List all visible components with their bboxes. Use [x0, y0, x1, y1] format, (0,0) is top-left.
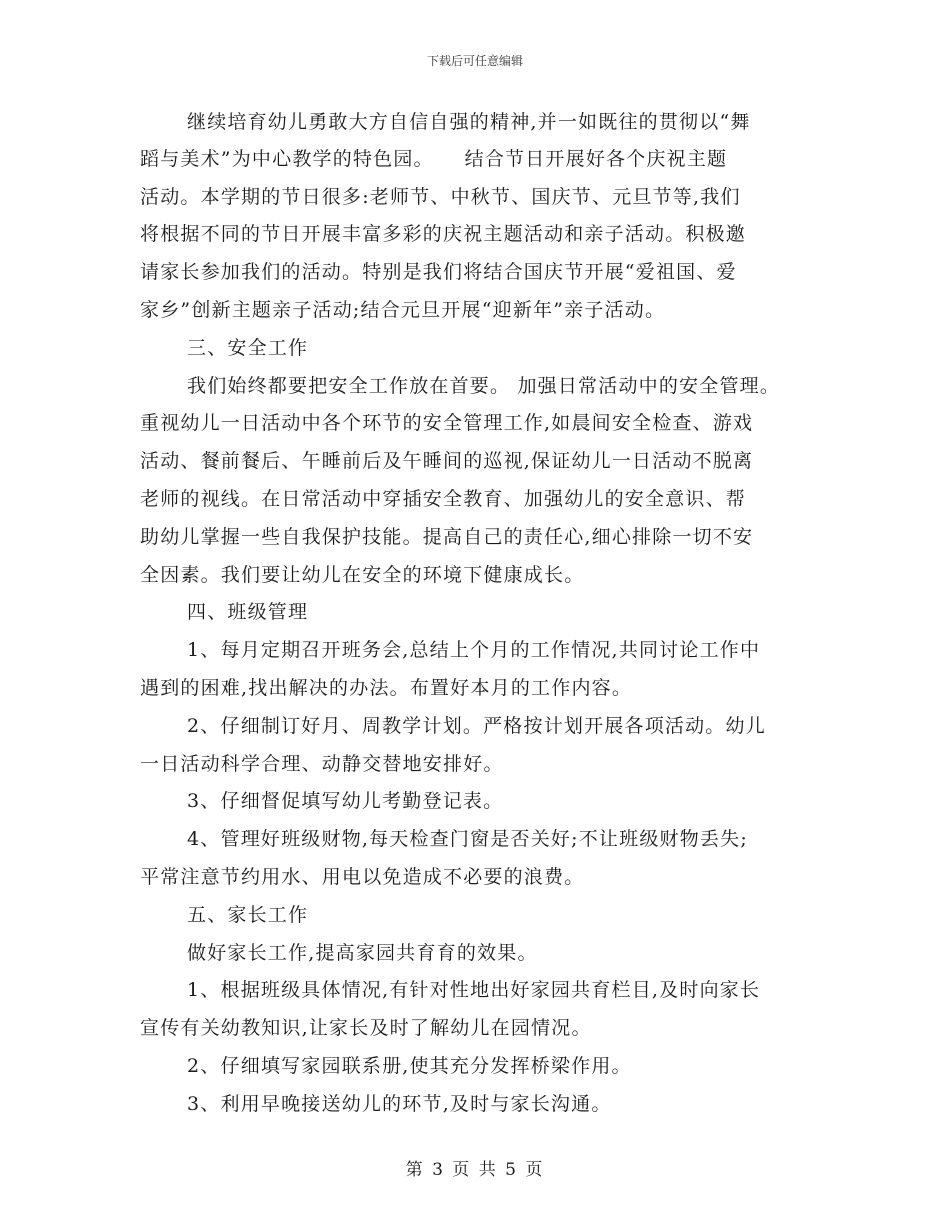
text-line: 重视幼儿一日活动中各个环节的安全管理工作,如晨间安全检查、游戏 — [140, 412, 754, 434]
section-heading: 三、安全工作 — [187, 337, 309, 359]
text-line: 全因素。我们要让幼儿在安全的环境下健康成长。 — [140, 564, 585, 586]
text-line: 继续培育幼儿勇敢大方自信自强的精神,并一如既往的贯彻以“舞 — [187, 111, 751, 133]
text-line: 3、利用早晚接送幼儿的环节,及时与家长沟通。 — [187, 1093, 612, 1115]
text-line: 3、仔细督促填写幼儿考勤登记表。 — [187, 790, 504, 812]
text-line: 平常注意节约用水、用电以免造成不必要的浪费。 — [140, 866, 585, 888]
text-line: 宣传有关幼教知识,让家长及时了解幼儿在园情况。 — [140, 1017, 592, 1039]
text-line: 做好家长工作,提高家园共育育的效果。 — [187, 942, 538, 964]
page-number: 第 3 页 共 5 页 — [405, 1160, 545, 1180]
page-header: 下载后可任意编辑 — [426, 54, 523, 68]
section-heading: 五、家长工作 — [187, 904, 309, 926]
text-line: 4、管理好班级财物,每天检查门窗是否关好;不让班级财物丢失; — [187, 828, 748, 850]
text-line: 活动、餐前餐后、午睡前后及午睡间的巡视,保证幼儿一日活动不脱离 — [140, 450, 754, 472]
text-line: 活动。本学期的节日很多:老师节、中秋节、国庆节、元旦节等,我们 — [140, 186, 741, 208]
text-line: 一日活动科学合理、动静交替地安排好。 — [140, 753, 504, 775]
text-line: 请家长参加我们的活动。特别是我们将结合国庆节开展“爱祖国、爱 — [140, 261, 737, 283]
text-line: 蹈与美术”为中心教学的特色园。 结合节日开展好各个庆祝主题 — [140, 148, 728, 170]
text-line: 助幼儿掌握一些自我保护技能。提高自己的责任心,细心排除一切不安 — [140, 526, 754, 548]
text-line: 1、根据班级具体情况,有针对性地出好家园共育栏目,及时向家长 — [187, 979, 761, 1001]
text-line: 将根据不同的节日开展丰富多彩的庆祝主题活动和亲子活动。积极邀 — [140, 223, 747, 245]
text-line: 2、仔细制订好月、周教学计划。严格按计划开展各项活动。幼儿 — [187, 715, 766, 737]
text-line: 家乡”创新主题亲子活动;结合元旦开展“迎新年”亲子活动。 — [140, 299, 666, 321]
text-line: 2、仔细填写家园联系册,使其充分发挥桥梁作用。 — [187, 1055, 632, 1077]
text-line: 遇到的困难,找出解决的办法。布置好本月的工作内容。 — [140, 677, 633, 699]
text-line: 1、每月定期召开班务会,总结上个月的工作情况,共同讨论工作中 — [187, 639, 761, 661]
text-line: 老师的视线。在日常活动中穿插安全教育、加强幼儿的安全意识、帮 — [140, 488, 747, 510]
section-heading: 四、班级管理 — [187, 601, 309, 623]
text-line: 我们始终都要把安全工作放在首要。 加强日常活动中的安全管理。 — [187, 375, 781, 397]
